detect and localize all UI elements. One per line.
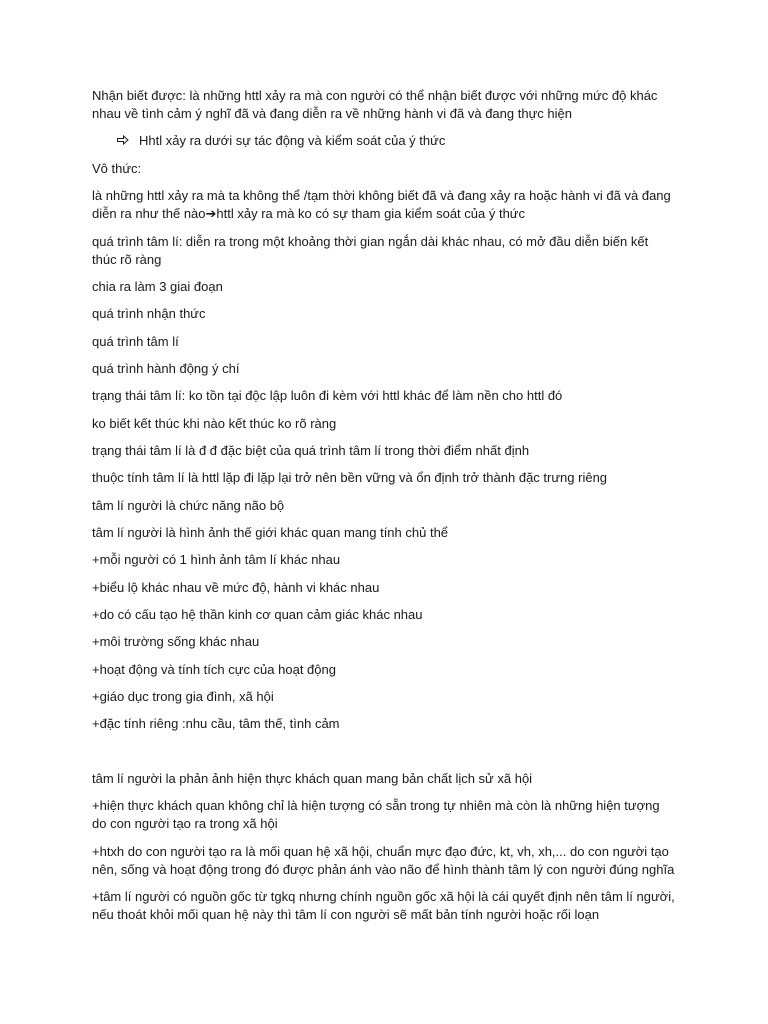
- text-line: nhau về tình cảm ý nghĩ đã và đang diễn ra về những hành vi đã và đang thực hiện: [92, 106, 572, 121]
- text-line: quá trình nhận thức: [92, 306, 206, 321]
- text-line: ko biết kết thúc khi nào kết thúc ko rõ ràng: [92, 416, 337, 431]
- text-line: quá trình tâm lí: [92, 334, 179, 349]
- text-segment: diễn ra như thế nào: [92, 206, 206, 221]
- text-line: chia ra làm 3 giai đoạn: [92, 279, 223, 294]
- text-line: thuộc tính tâm lí là httl lặp đi lặp lại trở nên bền vững và ổn định trở thành đặc trưng riêng: [92, 470, 608, 485]
- text-line: nếu thoát khỏi mối quan hệ này thì tâm lí con người sẽ mất bản tính người hoặc rối loạn: [92, 907, 600, 922]
- text-line: là những httl xảy ra mà ta không thể /tạm thời không biết đã và đang xảy ra hoặc hành vi đã và đang: [92, 188, 671, 203]
- text-line: quá trình hành động ý chí: [92, 361, 240, 376]
- text-line: +tâm lí người có nguồn gốc từ tgkq nhưng chính nguồn gốc xã hội là cái quyết định nên tâm lí người,: [92, 889, 675, 904]
- text-line: +biểu lộ khác nhau về mức độ, hành vi khác nhau: [92, 580, 380, 595]
- text-line: +htxh do con người tạo ra là mối quan hệ xã hội, chuẩn mực đạo đức, kt, vh, xh,... do con người tạo: [92, 844, 669, 859]
- text-line: +hiện thực khách quan không chỉ là hiện tượng có sẵn trong tự nhiên mà còn là những hiện tượng: [92, 798, 660, 813]
- list-item-text: Hhtl xảy ra dưới sự tác động và kiểm soát của ý thức: [139, 133, 446, 148]
- text-line: quá trình tâm lí: diễn ra trong một khoảng thời gian ngắn dài khác nhau, có mở đầu diễn biến kết: [92, 234, 649, 249]
- text-line: +đặc tính riêng :nhu cầu, tâm thế, tình cảm: [92, 716, 340, 731]
- bold-arrow-right-icon: ➔: [205, 206, 217, 221]
- text-line: +giáo dục trong gia đình, xã hội: [92, 689, 274, 704]
- outline-arrow-right-icon: [117, 132, 139, 150]
- text-line: +do có cấu tạo hệ thần kinh cơ quan cảm giác khác nhau: [92, 607, 423, 622]
- text-line: trạng thái tâm lí: ko tồn tại độc lập luôn đi kèm với httl khác để làm nền cho httl đó: [92, 388, 563, 403]
- text-line: nên, sống và hoạt động trong đó được phản ánh vào não để hình thành tâm lý con người đúng nghĩa: [92, 862, 675, 877]
- text-segment: httl xảy ra mà ko có sự tham gia kiểm soát của ý thức: [216, 206, 526, 221]
- text-line: +môi trường sống khác nhau: [92, 634, 260, 649]
- text-line: do con người tạo ra trong xã hội: [92, 816, 278, 831]
- list-item: [117, 132, 445, 150]
- text-line: +hoạt động và tính tích cực của hoạt động: [92, 662, 336, 677]
- text-line: tâm lí người là chức năng não bộ: [92, 498, 285, 513]
- text-line: tâm lí người là hình ảnh thế giới khác quan mang tính chủ thể: [92, 525, 449, 540]
- text-line: Vô thức:: [92, 161, 142, 176]
- text-line: thúc rõ ràng: [92, 252, 162, 267]
- text-line: +mỗi người có 1 hình ảnh tâm lí khác nhau: [92, 552, 341, 567]
- text-line: [92, 205, 692, 223]
- text-line: tâm lí người la phản ảnh hiện thực khách quan mang bản chất lịch sử xã hội: [92, 771, 533, 786]
- text-line: Nhận biết được: là những httl xảy ra mà con người có thể nhận biết được với những mức độ khác: [92, 88, 658, 103]
- text-line: trạng thái tâm lí là đ đ đặc biệt của quá trình tâm lí trong thời điểm nhất định: [92, 443, 530, 458]
